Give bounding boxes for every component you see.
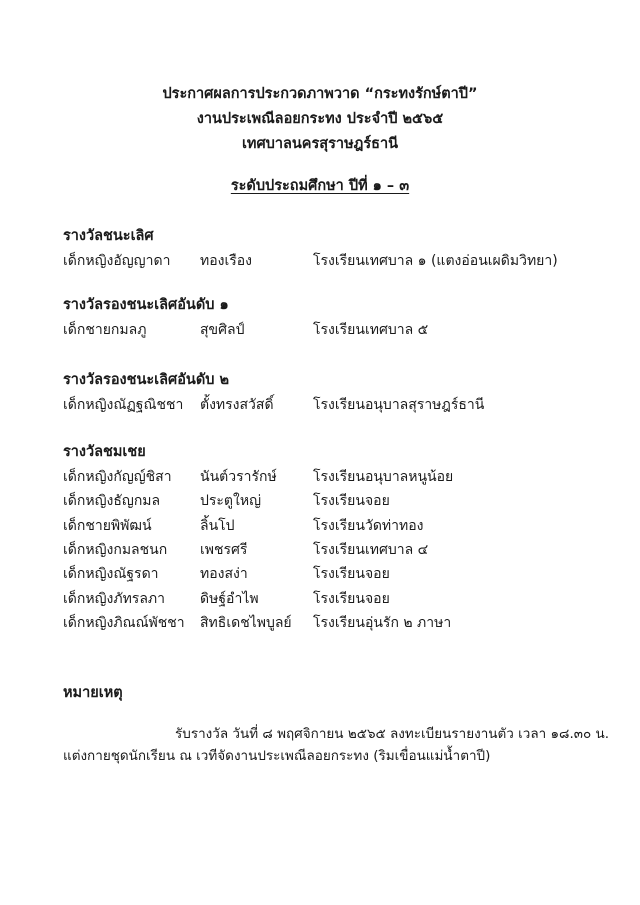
winner-row: [63, 563, 623, 585]
winner-first-name: เด็กหญิงณัฏฐณิชชา: [63, 397, 184, 413]
winner-school: โรงเรียนอนุบาลหนูน้อย: [313, 469, 454, 485]
winner-row: [63, 612, 623, 634]
organizer: เทศบาลนครสุราษฎร์ธานี: [241, 136, 399, 152]
award-title: รางวัลรองชนะเลิศอันดับ ๑: [63, 297, 229, 313]
award-title: รางวัลรองชนะเลิศอันดับ ๒: [63, 372, 230, 388]
winner-last-name: สุขศิลป์: [200, 322, 245, 338]
winner-row: [63, 319, 623, 341]
notes-line-1: รับรางวัล วันที่ ๘ พฤศจิกายน ๒๕๖๕ ลงทะเบียนรายงานตัว เวลา ๑๘.๓๐ น.: [175, 726, 610, 742]
winner-last-name: ทองสง่า: [200, 566, 248, 583]
announcement-title: ประกาศผลการประกวดภาพวาด “กระทงรักษ์ตาปี”: [162, 86, 478, 102]
winner-row: [63, 515, 623, 537]
level-heading: ระดับประถมศึกษา ปีที่ ๑ – ๓: [230, 178, 410, 194]
winner-last-name: ตั้งทรงสวัสดิ์: [200, 397, 274, 413]
award-title: รางวัลชนะเลิศ: [63, 228, 154, 244]
winner-last-name: ทองเรือง: [200, 253, 253, 269]
winner-first-name: เด็กชายพิพัฒน์: [63, 517, 152, 534]
winner-row: [63, 394, 623, 416]
winner-row: [63, 539, 623, 561]
winner-school: โรงเรียนอุ่นรัก ๒ ภาษา: [313, 614, 452, 631]
winner-first-name: เด็กหญิงอัญญาดา: [63, 253, 171, 269]
winner-school: โรงเรียนจอย: [313, 566, 390, 583]
winner-school: โรงเรียนเทศบาล ๑ (แตงอ่อนเผดิมวิทยา): [313, 253, 558, 269]
winner-last-name: ลิ้นโป: [200, 517, 235, 534]
winner-first-name: เด็กหญิงณัฐรดา: [63, 566, 159, 583]
winner-school: โรงเรียนเทศบาล ๔: [313, 541, 429, 558]
notes-line-2: แต่งกายชุดนักเรียน ณ เวทีจัดงานประเพณีลอยกระทง (ริมเขื่อนแม่น้ำตาปี): [63, 748, 491, 764]
notes-title: หมายเหตุ: [63, 685, 123, 701]
winner-school: โรงเรียนจอย: [313, 590, 390, 607]
award-title: รางวัลชมเชย: [63, 444, 146, 460]
winner-last-name: เพชรศรี: [200, 541, 248, 558]
winner-school: โรงเรียนเทศบาล ๕: [313, 322, 429, 338]
winner-first-name: เด็กหญิงภัทรลภา: [63, 590, 165, 607]
winner-first-name: เด็กหญิงธัญกมล: [63, 493, 161, 510]
winner-first-name: เด็กหญิงภิณณ์พัชชา: [63, 614, 185, 631]
winner-first-name: เด็กหญิงกมลชนก: [63, 541, 168, 558]
winner-row: [63, 250, 623, 272]
winner-row: [63, 466, 623, 488]
winner-school: โรงเรียนวัดท่าทอง: [313, 517, 424, 534]
winner-last-name: ประตูใหญ่: [200, 493, 262, 510]
winner-row: [63, 588, 623, 610]
winner-school: โรงเรียนอนุบาลสุราษฎร์ธานี: [313, 397, 485, 413]
winner-last-name: ดิษฐ์อำไพ: [200, 590, 259, 607]
winner-last-name: สิทธิเดชไพบูลย์: [200, 614, 292, 631]
winner-first-name: เด็กชายกมลภู: [63, 322, 147, 338]
winner-last-name: นันต์วรารักษ์: [200, 469, 277, 485]
winner-first-name: เด็กหญิงกัญญ์ชิสา: [63, 469, 172, 485]
event-title: งานประเพณีลอยกระทง ประจำปี ๒๕๖๕: [196, 111, 444, 127]
winner-school: โรงเรียนจอย: [313, 493, 390, 510]
winner-row: [63, 490, 623, 512]
